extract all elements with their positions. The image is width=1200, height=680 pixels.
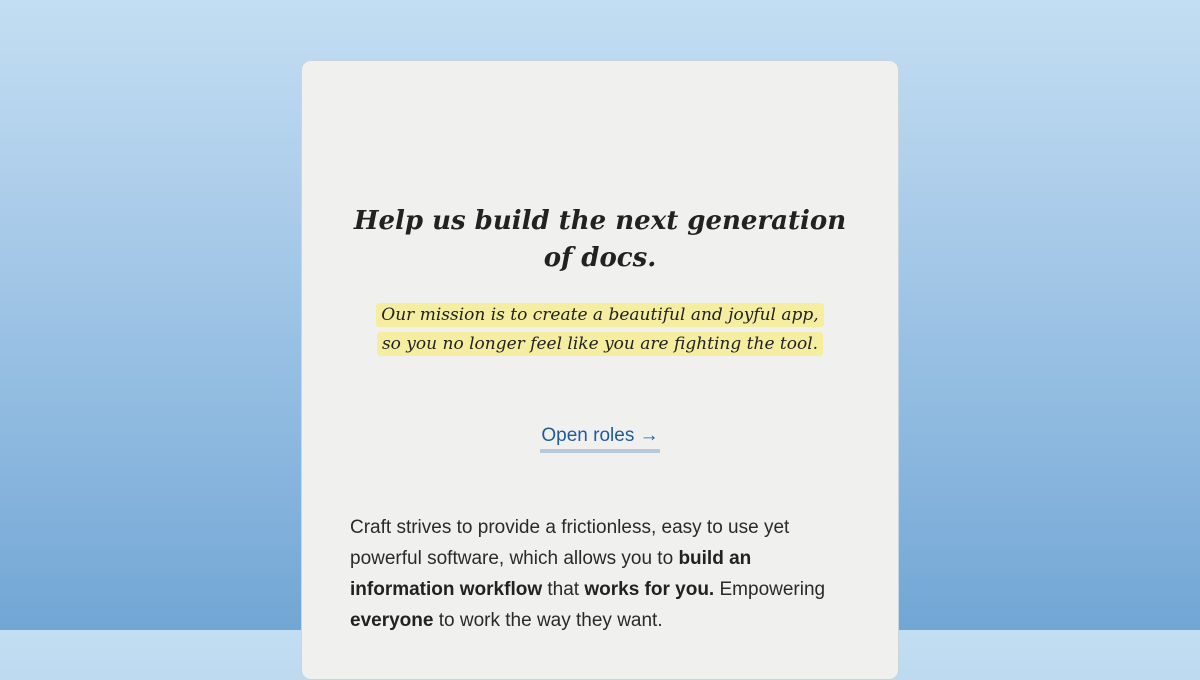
description-paragraph xyxy=(350,512,854,636)
mission-line-2: so you no longer feel like you are fighting the tool. xyxy=(381,334,819,354)
mission-line-1: Our mission is to create a beautiful and joyful app, xyxy=(381,305,819,325)
description-text-3: Empowering xyxy=(714,579,826,600)
mission-highlight xyxy=(376,303,823,356)
description-bold-3: everyone xyxy=(350,610,434,631)
content-card xyxy=(301,60,899,680)
description-text-2: that xyxy=(542,579,585,600)
description-text-1: Craft strives to provide a frictionless, easy to use yet powerful software, which allows you to xyxy=(350,517,790,569)
open-roles-container xyxy=(302,423,898,453)
description-bold-1: build an information workflow xyxy=(350,548,752,600)
description-text-4: to work the way they want. xyxy=(433,610,663,631)
description-bold-2: works for you. xyxy=(584,579,715,600)
page-heading: Help us build the next generation of docs. xyxy=(353,206,847,273)
mission-statement xyxy=(362,301,838,359)
open-roles-link[interactable]: Open roles → xyxy=(540,423,659,453)
